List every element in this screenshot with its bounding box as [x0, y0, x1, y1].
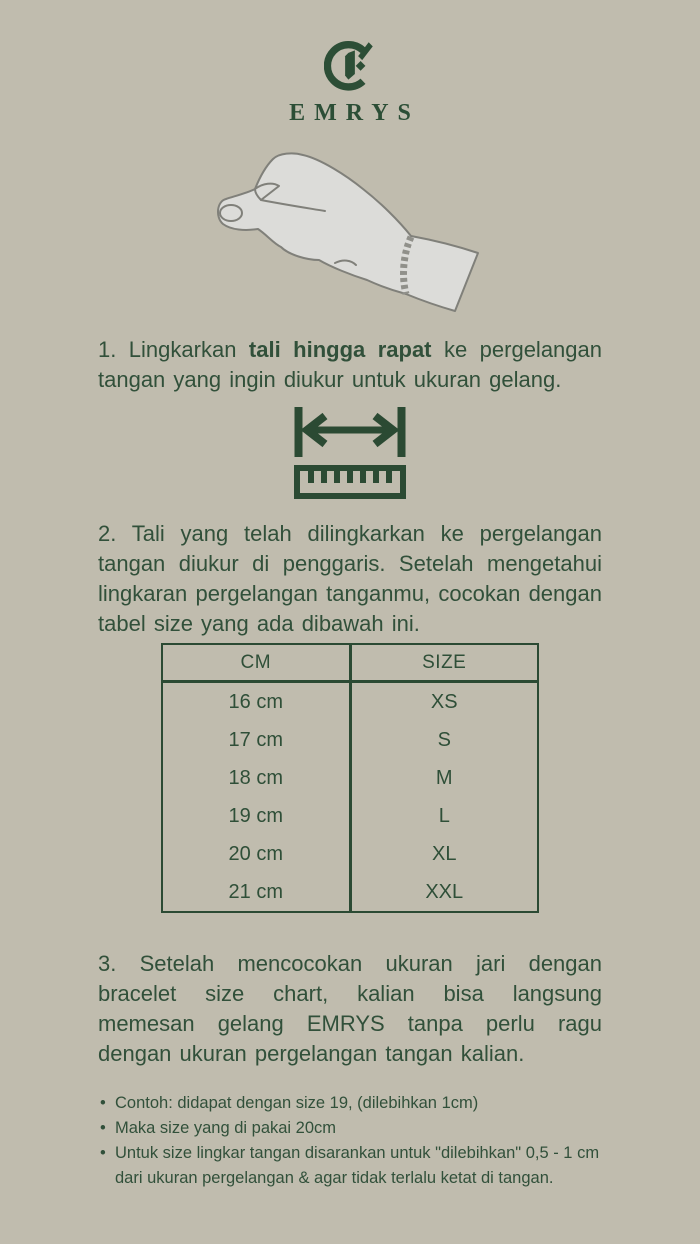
bullet-icon: •	[100, 1119, 106, 1137]
size-table	[161, 643, 539, 913]
step-1-text-end: ke pergelangan tangan yang ingin diukur untuk ukuran gelang.	[98, 337, 603, 392]
size-value: M	[350, 759, 538, 797]
bullet-icon: •	[100, 1094, 106, 1112]
note-item	[100, 1116, 612, 1141]
table-row	[162, 873, 538, 912]
note-item	[100, 1141, 612, 1191]
step-1-text-start: 1. Lingkarkan	[98, 337, 249, 362]
step-3-instruction: 3. Setelah mencocokan ukuran jari dengan bracelet size chart, kalian bisa langsung memesan gelang EMRYS tanpa perlu ragu dengan ukuran pergelangan tangan kalian.	[98, 951, 602, 1066]
size-table-header-size: SIZE	[350, 644, 538, 682]
note-text: Contoh: didapat dengan size 19, (dilebihkan 1cm)	[115, 1094, 479, 1112]
note-item	[100, 1091, 612, 1116]
step-1-text-bold: tali hingga rapat	[248, 337, 432, 362]
cm-value: 19 cm	[228, 804, 283, 827]
brand-blackletter-e-icon	[324, 36, 376, 94]
cm-value: 18 cm	[228, 766, 283, 789]
note-text: Maka size yang di pakai 20cm	[115, 1119, 337, 1137]
cm-value: 17 cm	[228, 728, 283, 751]
table-row	[162, 721, 538, 759]
cm-value: 20 cm	[228, 842, 283, 865]
table-row	[162, 835, 538, 873]
size-table-header-row	[162, 644, 538, 682]
step-1-instruction	[98, 335, 602, 395]
size-value: XXL	[350, 873, 538, 912]
size-value: L	[350, 797, 538, 835]
size-value: S	[350, 721, 538, 759]
table-row	[162, 797, 538, 835]
table-row	[162, 759, 538, 797]
size-table-header-cm: CM	[162, 644, 350, 682]
brand-wordmark: EMRYS	[289, 100, 420, 126]
size-value: XS	[350, 682, 538, 722]
cm-value: 16 cm	[228, 690, 283, 713]
hand-with-bracelet-illustration	[214, 147, 486, 319]
table-row	[162, 682, 538, 722]
bullet-icon: •	[100, 1144, 106, 1162]
notes-list	[100, 1091, 612, 1191]
cm-value: 21 cm	[228, 880, 283, 903]
step-2-instruction: 2. Tali yang telah dilingkarkan ke pergelangan tangan diukur di penggaris. Setelah mengetahui lingkaran pergelangan tanganmu, cocokan dengan tabel size yang ada dibawah ini.	[98, 521, 602, 636]
measuring-ruler-icon	[294, 407, 406, 499]
note-text: Untuk size lingkar tangan disarankan untuk "dilebihkan" 0,5 - 1 cm dari ukuran pergelangan & agar tidak terlalu ketat di tangan.	[115, 1144, 600, 1187]
size-value: XL	[350, 835, 538, 873]
